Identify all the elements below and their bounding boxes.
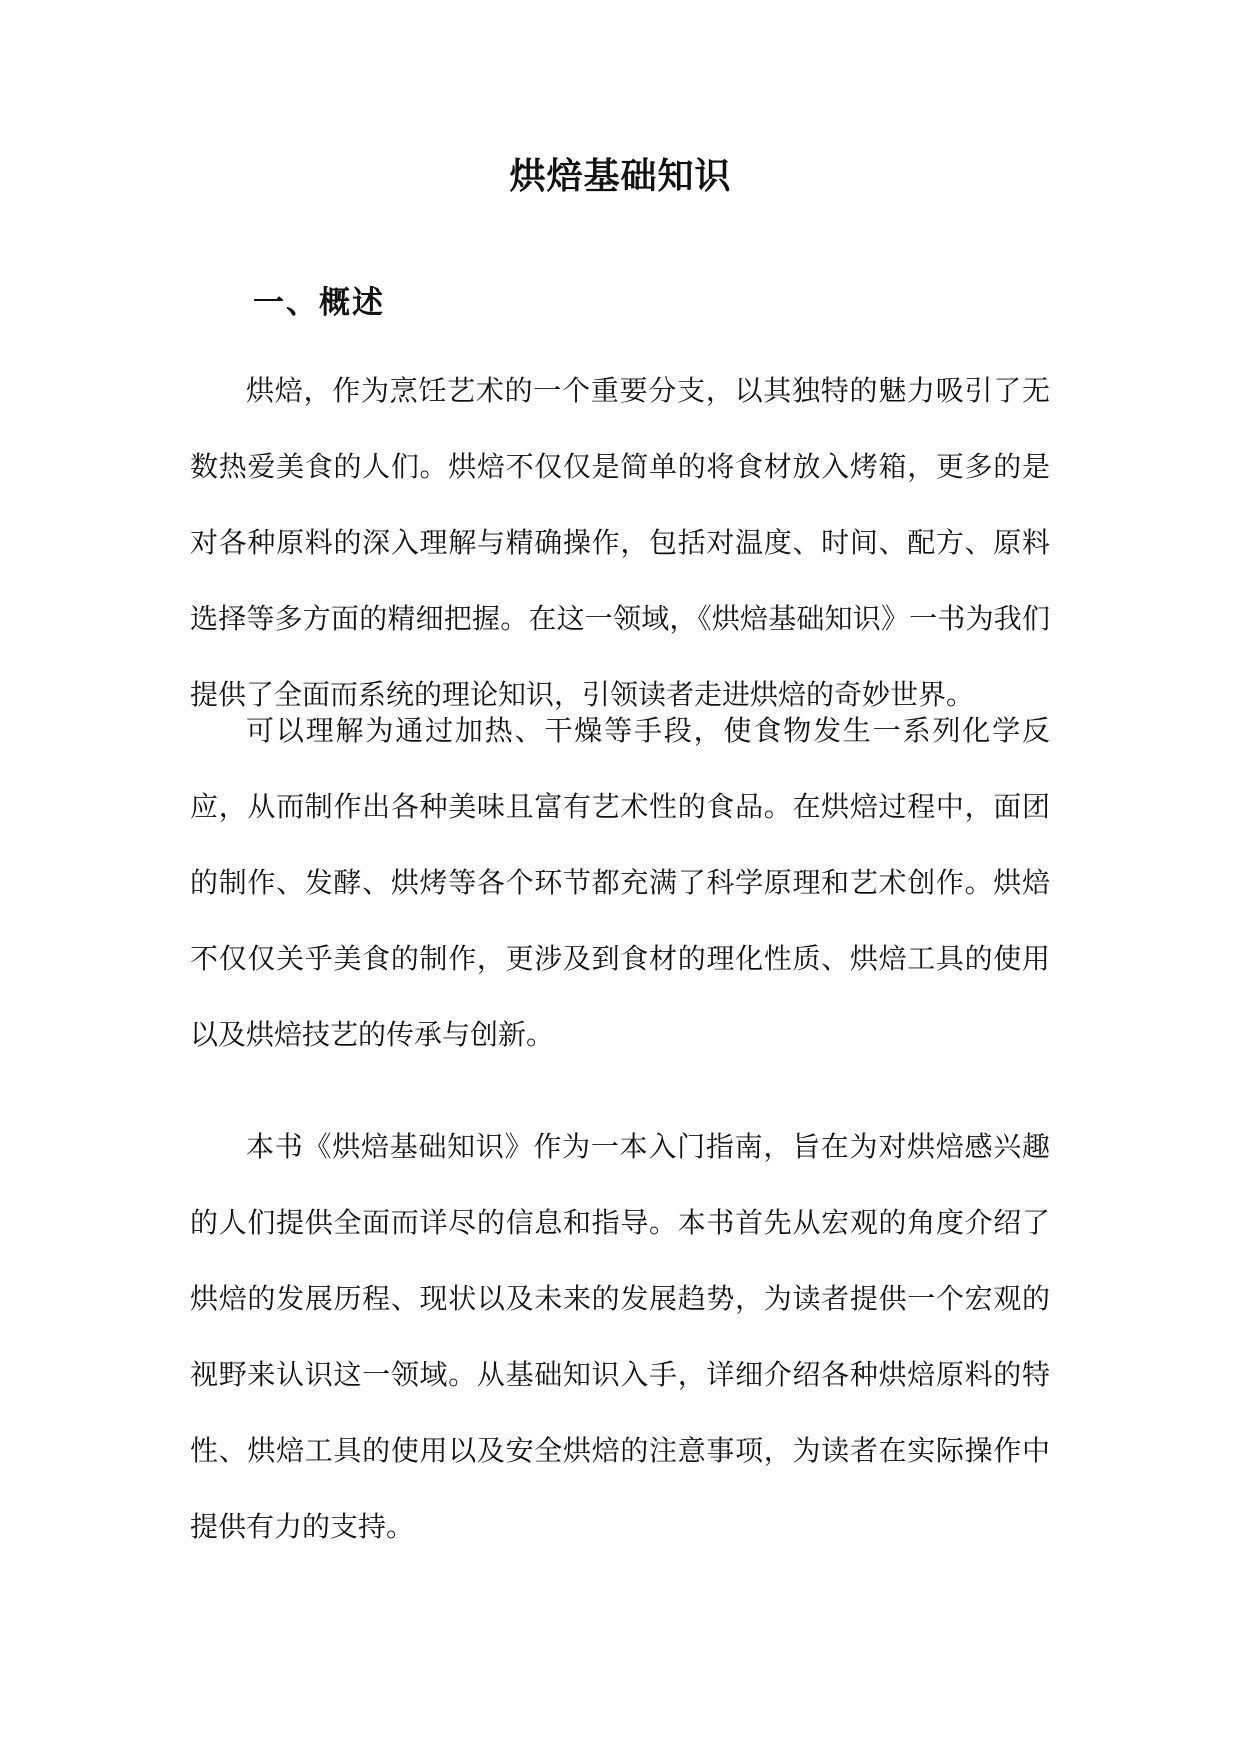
paragraph-1: 烘焙，作为烹饪艺术的一个重要分支，以其独特的魅力吸引了无数热爱美食的人们。烘焙不仅仅是简单的将食材放入烤箱，更多的是对各种原料的深入理解与精确操作，包括对温度、时间、配方、原料选择等多方面的精细把握。在这一领域，《烘焙基础知识》一书为我们提供了全面而系统的理论知识，引领读者走进烘焙的奇妙世界。: [190, 374, 1050, 711]
document-title: 烘焙基础知识: [509, 155, 732, 197]
section-heading: 一、概述: [253, 285, 385, 321]
paragraph-3: 本书《烘焙基础知识》作为一本入门指南，旨在为对烘焙感兴趣的人们提供全面而详尽的信息和指导。本书首先从宏观的角度介绍了烘焙的发展历程、现状以及未来的发展趋势，为读者提供一个宏观的视野来认识这一领域。从基础知识入手，详细介绍各种烘焙原料的特性、烘焙工具的使用以及安全烘焙的注意事项，为读者在实际操作中提供有力的支持。: [190, 1130, 1050, 1543]
paragraph-2: 可以理解为通过加热、干燥等手段，使食物发生一系列化学反应，从而制作出各种美味且富有艺术性的食品。在烘焙过程中，面团的制作、发酵、烘烤等各个环节都充满了科学原理和艺术创作。烘焙不仅仅关乎美食的制作，更涉及到食材的理化性质、烘焙工具的使用以及烘焙技艺的传承与创新。: [190, 714, 1050, 1051]
